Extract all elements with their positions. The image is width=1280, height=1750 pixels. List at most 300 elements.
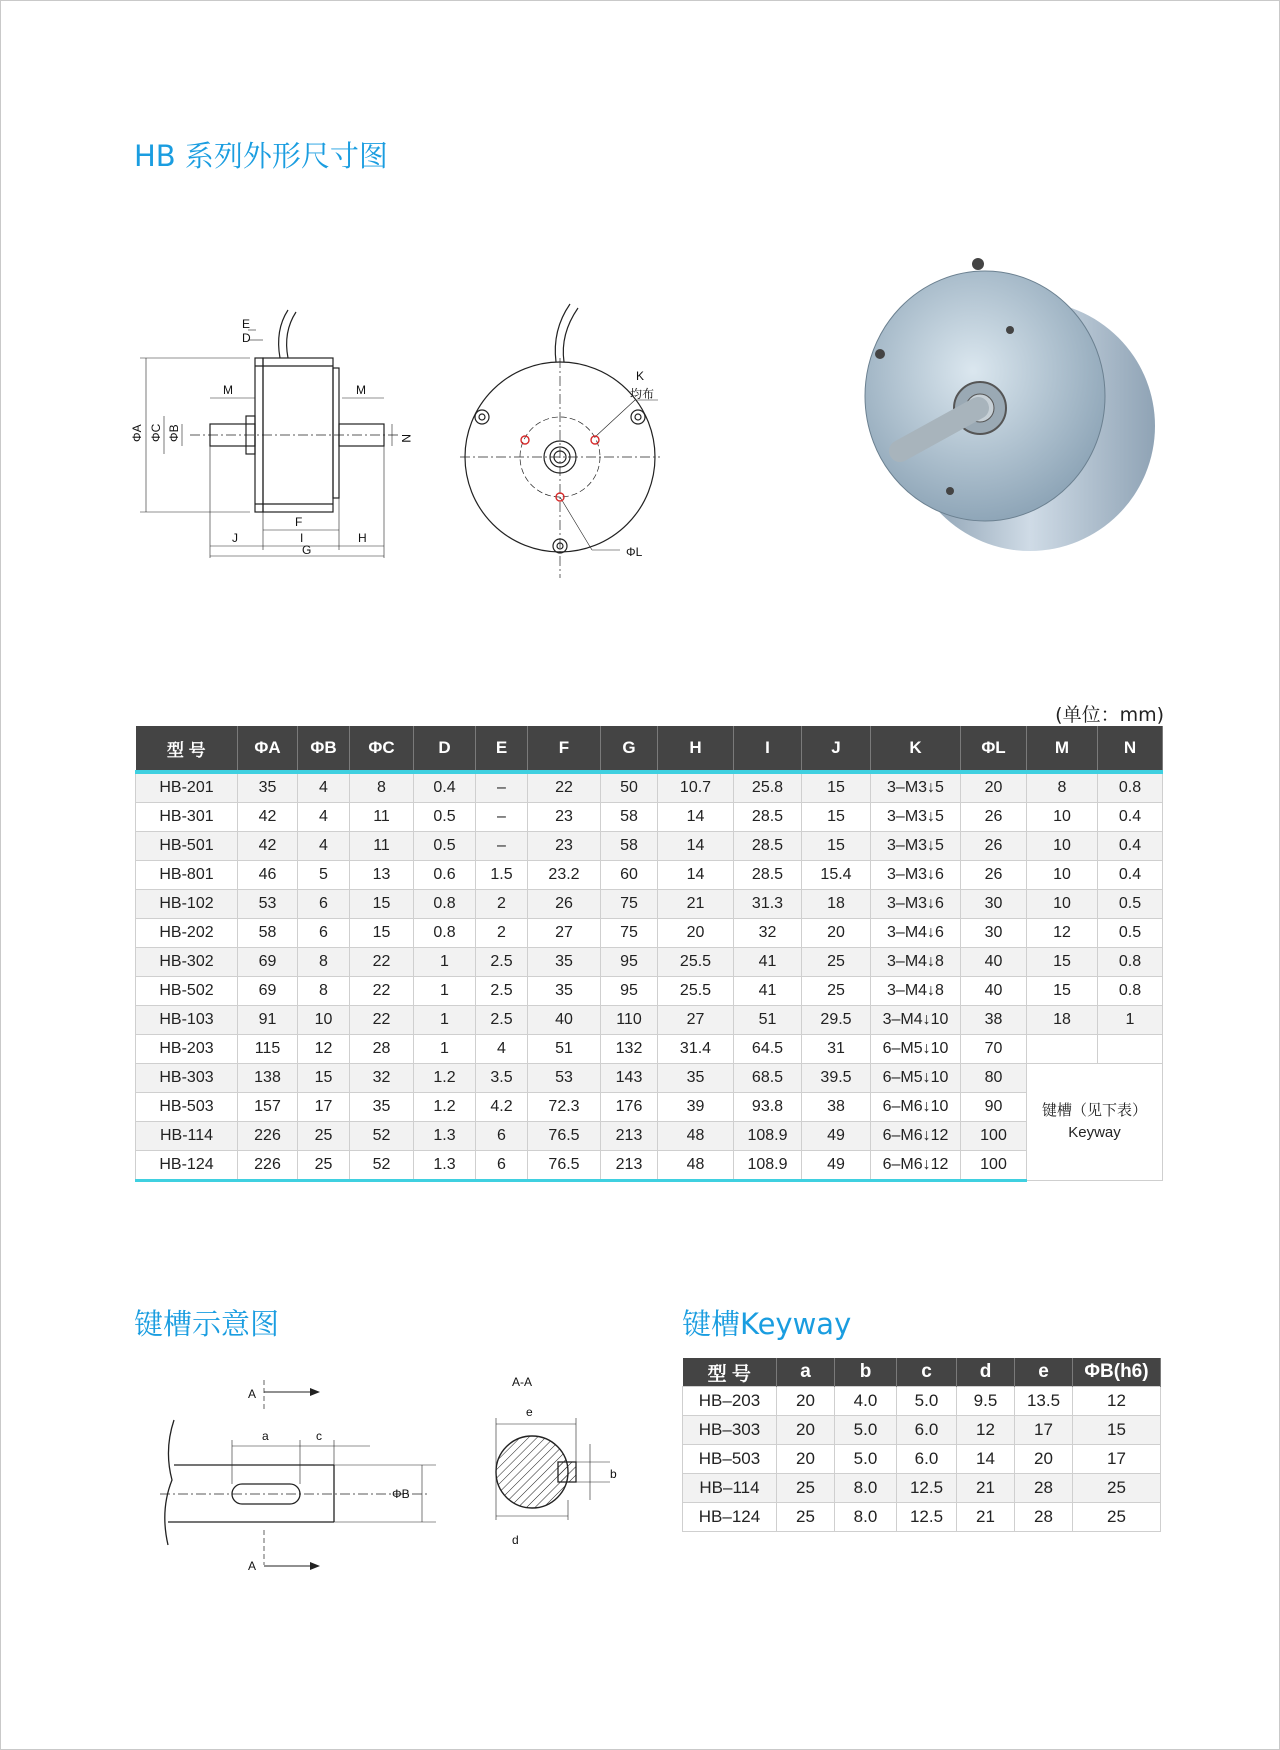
table-cell: 10	[1027, 803, 1098, 832]
table-cell: 70	[961, 1035, 1027, 1064]
table-cell: 6	[298, 919, 350, 948]
table-cell: 11	[350, 803, 414, 832]
table-cell: HB-103	[136, 1006, 238, 1035]
table-cell: 17	[298, 1093, 350, 1122]
table-cell: HB-201	[136, 772, 238, 803]
table-cell: 9.5	[957, 1387, 1015, 1416]
table-cell: HB-303	[136, 1064, 238, 1093]
unit-note: (单位：mm)	[1055, 704, 1164, 726]
table-cell: 2.5	[476, 977, 528, 1006]
table-row	[136, 890, 1163, 919]
table-cell: HB-503	[136, 1093, 238, 1122]
table-cell: 4.2	[476, 1093, 528, 1122]
label-N: N	[399, 434, 413, 443]
table-cell: 0.5	[1098, 890, 1163, 919]
table-cell: 21	[658, 890, 734, 919]
table-cell: 8.0	[835, 1474, 897, 1503]
label-M-right: M	[356, 383, 366, 397]
table-cell: 12	[957, 1416, 1015, 1445]
table-cell: 23	[528, 803, 601, 832]
keyway-note-cell	[1027, 1064, 1163, 1181]
table-cell: 132	[601, 1035, 658, 1064]
table-cell: 49	[802, 1122, 871, 1151]
table-cell: 15	[350, 890, 414, 919]
table-cell: 15	[1073, 1416, 1161, 1445]
table-cell: HB-203	[136, 1035, 238, 1064]
label-a: a	[262, 1429, 269, 1443]
table-cell: 22	[350, 948, 414, 977]
table-cell: 93.8	[734, 1093, 802, 1122]
table-cell: 25	[802, 948, 871, 977]
table-cell: 25	[298, 1151, 350, 1181]
table-cell: 10	[1027, 890, 1098, 919]
table-cell: 10.7	[658, 772, 734, 803]
table-cell: 0.8	[1098, 977, 1163, 1006]
table-cell: 60	[601, 861, 658, 890]
table-cell: 10	[1027, 861, 1098, 890]
table-cell: 4	[298, 803, 350, 832]
table-cell: 8	[298, 948, 350, 977]
table-cell: 26	[961, 861, 1027, 890]
key-header-cell: b	[835, 1358, 897, 1387]
table-cell: 28.5	[734, 861, 802, 890]
table-cell: 3–M3↓5	[871, 803, 961, 832]
table-cell: 20	[777, 1445, 835, 1474]
table-cell: 3–M4↓6	[871, 919, 961, 948]
keyway-diagram	[160, 1370, 460, 1580]
table-cell: 3–M4↓10	[871, 1006, 961, 1035]
table-cell: 4.0	[835, 1387, 897, 1416]
table-cell: 6.0	[897, 1416, 957, 1445]
table-cell: 0.5	[414, 803, 476, 832]
table-cell: 2.5	[476, 948, 528, 977]
key-header-cell: ΦB(h6)	[1073, 1358, 1161, 1387]
table-cell: 39	[658, 1093, 734, 1122]
table-cell: HB-801	[136, 861, 238, 890]
table-cell: 0.5	[1098, 919, 1163, 948]
table-cell: 29.5	[802, 1006, 871, 1035]
table-row	[683, 1387, 1161, 1416]
table-cell: 176	[601, 1093, 658, 1122]
table-row	[136, 1093, 1163, 1122]
table-cell: –	[476, 772, 528, 803]
table-cell: 4	[476, 1035, 528, 1064]
table-row	[136, 1122, 1163, 1151]
table-cell: 25	[298, 1122, 350, 1151]
table-cell: 5.0	[835, 1416, 897, 1445]
table-cell: –	[476, 832, 528, 861]
table-cell: 5.0	[835, 1445, 897, 1474]
table-cell: 157	[238, 1093, 298, 1122]
table-cell: HB-202	[136, 919, 238, 948]
dim-header-cell: ΦA	[238, 726, 298, 772]
table-cell: 35	[350, 1093, 414, 1122]
keyway-note-en: Keyway	[1068, 1124, 1121, 1141]
table-cell: 35	[528, 977, 601, 1006]
table-cell: 40	[528, 1006, 601, 1035]
table-cell: 138	[238, 1064, 298, 1093]
table-cell: 6–M5↓10	[871, 1035, 961, 1064]
table-cell: 1.2	[414, 1093, 476, 1122]
table-cell: 30	[961, 890, 1027, 919]
table-cell: 64.5	[734, 1035, 802, 1064]
table-cell: 68.5	[734, 1064, 802, 1093]
label-d: d	[512, 1533, 519, 1547]
dim-header-cell: D	[414, 726, 476, 772]
table-cell: 25	[802, 977, 871, 1006]
table-cell: 46	[238, 861, 298, 890]
key-header-cell: a	[777, 1358, 835, 1387]
dim-header-cell: ΦL	[961, 726, 1027, 772]
table-cell: 15	[802, 832, 871, 861]
table-cell: 20	[658, 919, 734, 948]
table-cell: 22	[528, 772, 601, 803]
table-cell: 32	[734, 919, 802, 948]
table-cell: 18	[802, 890, 871, 919]
table-cell: 20	[1015, 1445, 1073, 1474]
table-cell: 17	[1073, 1445, 1161, 1474]
dim-header-cell: K	[871, 726, 961, 772]
table-cell: 1.5	[476, 861, 528, 890]
label-phiL: ΦL	[626, 545, 643, 559]
table-cell: 72.3	[528, 1093, 601, 1122]
table-cell: 4	[298, 832, 350, 861]
table-cell: 69	[238, 977, 298, 1006]
label-D: D	[242, 331, 251, 345]
table-cell: 48	[658, 1122, 734, 1151]
table-cell: HB–203	[683, 1387, 777, 1416]
dim-header-cell: E	[476, 726, 528, 772]
table-cell: 12	[1073, 1387, 1161, 1416]
table-cell: 41	[734, 977, 802, 1006]
table-cell: 25	[1073, 1474, 1161, 1503]
table-cell: 110	[601, 1006, 658, 1035]
table-cell: HB–303	[683, 1416, 777, 1445]
table-cell: 75	[601, 919, 658, 948]
table-cell: 3–M3↓6	[871, 890, 961, 919]
table-cell: 8	[1027, 772, 1098, 803]
table-cell: 21	[957, 1474, 1015, 1503]
page-title: HB 系列外形尺寸图	[134, 139, 388, 173]
table-cell: 91	[238, 1006, 298, 1035]
key-header-cell: c	[897, 1358, 957, 1387]
keyway-note-cn: 键槽（见下表）	[1041, 1102, 1147, 1119]
table-cell: 1	[414, 977, 476, 1006]
table-cell: 23	[528, 832, 601, 861]
table-cell: 8	[350, 772, 414, 803]
table-cell: 10	[1027, 832, 1098, 861]
table-cell: 8	[298, 977, 350, 1006]
table-cell: 28	[1015, 1503, 1073, 1532]
table-cell: 40	[961, 948, 1027, 977]
table-cell: 20	[777, 1387, 835, 1416]
table-cell: 42	[238, 803, 298, 832]
table-cell: 108.9	[734, 1151, 802, 1181]
table-cell: 10	[298, 1006, 350, 1035]
table-cell: 17	[1015, 1416, 1073, 1445]
label-section-AA: A-A	[512, 1375, 533, 1389]
dim-header-cell: N	[1098, 726, 1163, 772]
label-I: I	[300, 531, 304, 545]
table-cell: 53	[528, 1064, 601, 1093]
table-cell: 226	[238, 1151, 298, 1181]
table-cell: 1.3	[414, 1151, 476, 1181]
table-cell: 13	[350, 861, 414, 890]
dim-header-cell: M	[1027, 726, 1098, 772]
product-photo	[820, 236, 1180, 576]
table-cell: 52	[350, 1151, 414, 1181]
table-cell: HB-501	[136, 832, 238, 861]
dim-header-cell: H	[658, 726, 734, 772]
table-row	[136, 1064, 1163, 1093]
key-header-cell: 型 号	[683, 1358, 777, 1387]
table-cell: 4	[298, 772, 350, 803]
table-cell: 6	[476, 1122, 528, 1151]
table-cell: 90	[961, 1093, 1027, 1122]
table-cell	[1027, 1035, 1098, 1064]
dim-header-cell: F	[528, 726, 601, 772]
table-cell: 2	[476, 919, 528, 948]
table-cell: 11	[350, 832, 414, 861]
table-cell: 27	[528, 919, 601, 948]
table-cell: 58	[238, 919, 298, 948]
table-cell: 6	[298, 890, 350, 919]
dim-header-cell: ΦC	[350, 726, 414, 772]
table-cell: 6–M6↓10	[871, 1093, 961, 1122]
table-cell: 14	[658, 832, 734, 861]
label-uniform: 均布	[630, 387, 655, 401]
table-cell: 15.4	[802, 861, 871, 890]
table-cell: 69	[238, 948, 298, 977]
table-cell: 35	[658, 1064, 734, 1093]
table-cell: 26	[961, 832, 1027, 861]
table-cell: 26	[961, 803, 1027, 832]
keyway-table	[682, 1358, 1161, 1532]
table-cell: 0.8	[414, 919, 476, 948]
table-cell: 25.8	[734, 772, 802, 803]
table-row	[136, 1035, 1163, 1064]
label-phiB-keyway: ΦB	[392, 1487, 410, 1501]
table-cell: 76.5	[528, 1122, 601, 1151]
dim-header-cell: I	[734, 726, 802, 772]
table-cell: 25	[1073, 1503, 1161, 1532]
table-cell: 20	[802, 919, 871, 948]
table-cell: 42	[238, 832, 298, 861]
table-cell: 1	[414, 1035, 476, 1064]
table-cell: 100	[961, 1151, 1027, 1181]
label-J: J	[232, 531, 238, 545]
table-cell: 18	[1027, 1006, 1098, 1035]
table-row	[136, 832, 1163, 861]
label-A-bottom: A	[248, 1559, 257, 1573]
table-cell: 40	[961, 977, 1027, 1006]
table-cell: 0.4	[1098, 803, 1163, 832]
table-cell: 58	[601, 832, 658, 861]
table-row	[136, 861, 1163, 890]
table-cell: 1	[1098, 1006, 1163, 1035]
table-cell: 12	[298, 1035, 350, 1064]
table-cell: HB-124	[136, 1151, 238, 1181]
table-cell: 25.5	[658, 948, 734, 977]
table-row	[683, 1445, 1161, 1474]
table-cell: 15	[350, 919, 414, 948]
table-row	[136, 1006, 1163, 1035]
table-cell: 31.4	[658, 1035, 734, 1064]
label-A-top: A	[248, 1387, 257, 1401]
label-e: e	[526, 1405, 533, 1419]
side-view-drawing	[460, 300, 720, 590]
label-H: H	[358, 531, 367, 545]
dimension-table	[135, 726, 1163, 1182]
table-row	[136, 948, 1163, 977]
table-cell: 0.4	[414, 772, 476, 803]
table-cell: 20	[777, 1416, 835, 1445]
label-phiA: ΦA	[130, 424, 144, 442]
table-cell: 1.3	[414, 1122, 476, 1151]
table-row	[136, 919, 1163, 948]
table-cell: HB–114	[683, 1474, 777, 1503]
table-cell: 5.0	[897, 1387, 957, 1416]
table-cell: 23.2	[528, 861, 601, 890]
table-cell: 35	[238, 772, 298, 803]
table-cell: 2.5	[476, 1006, 528, 1035]
table-cell: 28.5	[734, 803, 802, 832]
table-cell: 1.2	[414, 1064, 476, 1093]
table-cell: 0.6	[414, 861, 476, 890]
table-row	[136, 803, 1163, 832]
table-cell: 26	[528, 890, 601, 919]
table-cell: 0.8	[1098, 772, 1163, 803]
label-c: c	[316, 1429, 322, 1443]
table-cell: 75	[601, 890, 658, 919]
label-phiB: ΦB	[167, 424, 181, 442]
front-view-drawing	[130, 300, 430, 570]
table-cell: 213	[601, 1122, 658, 1151]
table-cell: 6–M5↓10	[871, 1064, 961, 1093]
label-F: F	[295, 515, 303, 529]
label-K: K	[636, 369, 645, 383]
dim-header-cell: J	[802, 726, 871, 772]
table-cell: 20	[961, 772, 1027, 803]
keyway-diagram-title: 键槽示意图	[134, 1307, 280, 1341]
label-G: G	[302, 543, 312, 557]
table-cell: 3.5	[476, 1064, 528, 1093]
table-cell: 48	[658, 1151, 734, 1181]
dim-header-cell: ΦB	[298, 726, 350, 772]
table-cell: 6–M6↓12	[871, 1122, 961, 1151]
table-cell: 25.5	[658, 977, 734, 1006]
table-cell: 6.0	[897, 1445, 957, 1474]
table-cell: 28	[350, 1035, 414, 1064]
table-cell: 1	[414, 948, 476, 977]
table-cell: 0.4	[1098, 832, 1163, 861]
label-phiC: ΦC	[149, 423, 163, 442]
table-cell: 14	[658, 803, 734, 832]
table-cell: 15	[1027, 948, 1098, 977]
table-cell: 3–M3↓6	[871, 861, 961, 890]
table-cell: 6–M6↓12	[871, 1151, 961, 1181]
table-row	[683, 1503, 1161, 1532]
table-cell: 52	[350, 1122, 414, 1151]
dimension-table-header	[136, 726, 1163, 772]
table-cell: 15	[802, 803, 871, 832]
section-view	[470, 1360, 630, 1560]
table-cell: 0.8	[414, 890, 476, 919]
table-cell: 25	[777, 1474, 835, 1503]
label-M-left: M	[223, 383, 233, 397]
table-cell: 12	[1027, 919, 1098, 948]
table-cell: 28.5	[734, 832, 802, 861]
table-row	[136, 977, 1163, 1006]
table-cell: 0.8	[1098, 948, 1163, 977]
table-row	[683, 1416, 1161, 1445]
table-cell: 21	[957, 1503, 1015, 1532]
label-b: b	[610, 1467, 617, 1481]
table-cell: 15	[1027, 977, 1098, 1006]
table-row	[683, 1474, 1161, 1503]
table-cell: 95	[601, 977, 658, 1006]
table-cell: 31	[802, 1035, 871, 1064]
table-cell: 143	[601, 1064, 658, 1093]
table-cell: 49	[802, 1151, 871, 1181]
table-cell: 2	[476, 890, 528, 919]
keyway-table-title: 键槽Keyway	[682, 1307, 852, 1341]
table-cell: 0.4	[1098, 861, 1163, 890]
table-cell: 115	[238, 1035, 298, 1064]
table-cell: 38	[961, 1006, 1027, 1035]
keyway-table-header	[683, 1358, 1161, 1387]
table-cell: 13.5	[1015, 1387, 1073, 1416]
table-cell: 27	[658, 1006, 734, 1035]
table-cell: 5	[298, 861, 350, 890]
table-cell: 22	[350, 977, 414, 1006]
table-cell: 14	[658, 861, 734, 890]
table-cell: 3–M4↓8	[871, 948, 961, 977]
table-cell: 213	[601, 1151, 658, 1181]
table-cell: 80	[961, 1064, 1027, 1093]
table-cell: –	[476, 803, 528, 832]
key-header-cell: e	[1015, 1358, 1073, 1387]
table-cell: HB-114	[136, 1122, 238, 1151]
label-E: E	[242, 317, 251, 331]
table-cell: 3–M3↓5	[871, 832, 961, 861]
table-cell: 12.5	[897, 1474, 957, 1503]
table-cell: 32	[350, 1064, 414, 1093]
table-cell: 95	[601, 948, 658, 977]
table-cell: 51	[528, 1035, 601, 1064]
table-row	[136, 772, 1163, 803]
table-cell: 39.5	[802, 1064, 871, 1093]
table-cell: HB-302	[136, 948, 238, 977]
table-cell: 1	[414, 1006, 476, 1035]
table-cell: 3–M4↓8	[871, 977, 961, 1006]
table-cell: HB-502	[136, 977, 238, 1006]
table-cell: 58	[601, 803, 658, 832]
table-cell: 15	[802, 772, 871, 803]
dim-header-cell: G	[601, 726, 658, 772]
table-cell: 38	[802, 1093, 871, 1122]
table-cell: 25	[777, 1503, 835, 1532]
table-cell	[1098, 1035, 1163, 1064]
table-cell: 53	[238, 890, 298, 919]
table-cell: HB-102	[136, 890, 238, 919]
table-cell: 31.3	[734, 890, 802, 919]
table-cell: 6	[476, 1151, 528, 1181]
table-cell: HB–503	[683, 1445, 777, 1474]
table-cell: 3–M3↓5	[871, 772, 961, 803]
table-cell: 108.9	[734, 1122, 802, 1151]
table-cell: 14	[957, 1445, 1015, 1474]
